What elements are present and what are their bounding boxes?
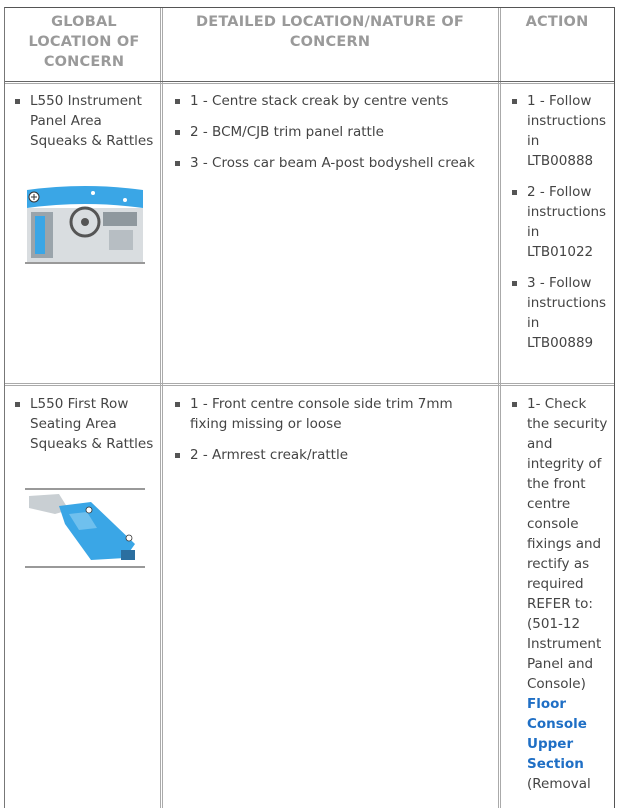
row1-action-item: 3 - Follow instructions in LTB00889 [508, 273, 608, 353]
header-global-location: GLOBAL LOCATION OF CONCERN [28, 14, 140, 70]
row1-detail-cell [171, 91, 493, 184]
column-divider [162, 8, 163, 808]
row2-action-cell [508, 394, 608, 805]
row-divider [5, 385, 614, 386]
row2-action-item [508, 394, 608, 794]
row2-detail-item: 1 - Front centre console side trim 7mm fixing missing or loose [171, 394, 493, 434]
column-divider [498, 8, 499, 808]
row1-action-cell [508, 91, 608, 364]
front-console-illustration-icon [25, 488, 145, 568]
header-detailed-location: DETAILED LOCATION/NATURE OF CONCERN [195, 14, 465, 50]
row1-action-item: 2 - Follow instructions in LTB01022 [508, 182, 608, 262]
floor-console-upper-section-link[interactable]: Floor Console Upper Section [527, 696, 587, 772]
header-divider [5, 83, 614, 84]
row1-global-cell [11, 91, 156, 162]
row1-global-text: L550 Instrument Panel Area Squeaks & Rattles [11, 91, 156, 151]
column-divider [500, 8, 501, 808]
column-divider [160, 8, 161, 808]
row2-action-text: 1- Check the security and integrity of the front centre console fixings and rectify as required REFER to: (501-12 Instrument Panel and Console) [527, 396, 608, 692]
row2-detail-cell [171, 394, 493, 476]
instrument-panel-illustration-icon [25, 184, 145, 264]
concern-table [4, 7, 615, 808]
header-action: ACTION [525, 14, 589, 30]
row2-global-text: L550 First Row Seating Area Squeaks & Rattles [11, 394, 156, 454]
row1-detail-item: 2 - BCM/CJB trim panel rattle [171, 122, 493, 142]
row1-action-item: 1 - Follow instructions in LTB00888 [508, 91, 608, 171]
row2-global-cell [11, 394, 156, 465]
row2-action-tail: (Removal [527, 776, 591, 792]
row2-detail-item: 2 - Armrest creak/rattle [171, 445, 493, 465]
row1-detail-item: 3 - Cross car beam A-post bodyshell creak [171, 153, 493, 173]
row1-detail-item: 1 - Centre stack creak by centre vents [171, 91, 493, 111]
header-divider [5, 81, 614, 82]
row-divider [5, 383, 614, 384]
